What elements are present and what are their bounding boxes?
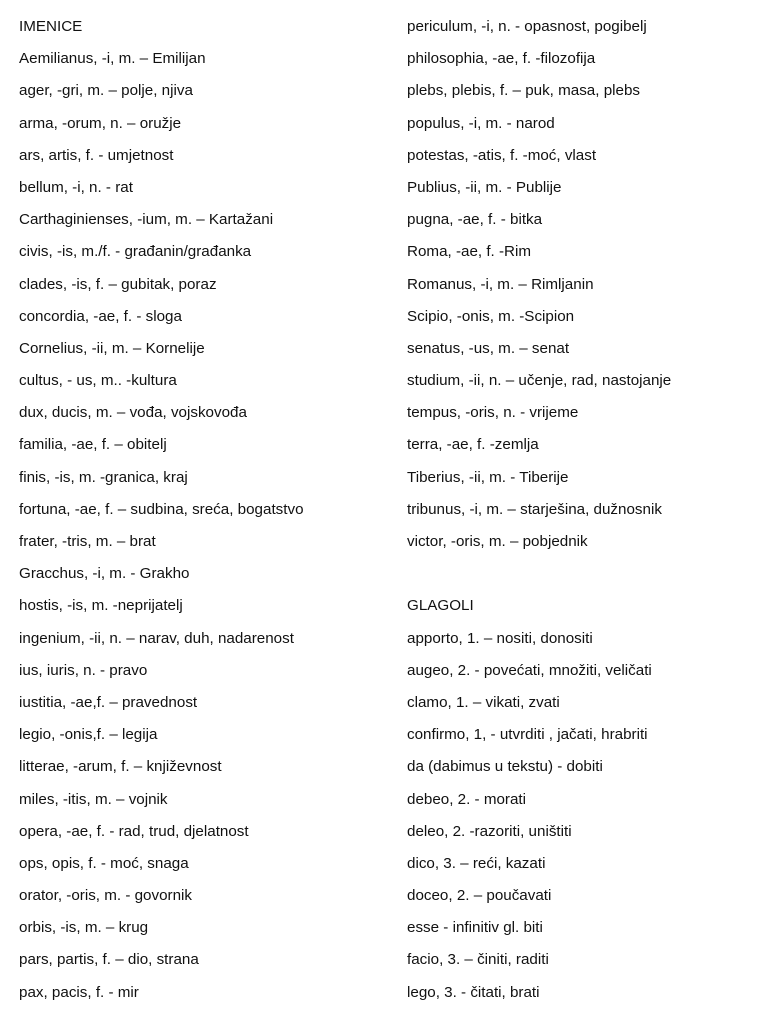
noun-entry: senatus, -us, m. – senat	[407, 339, 570, 357]
noun-entry: ager, -gri, m. – polje, njiva	[19, 82, 193, 100]
noun-entry: pars, partis, f. – dio, strana	[19, 951, 199, 969]
blank-line	[407, 561, 762, 593]
noun-entry: cultus, - us, m.. -kultura	[19, 372, 177, 390]
noun-entry: tribunus, -i, m. – starješina, dužnosnik	[407, 500, 662, 518]
verb-entry: apporto, 1. – nositi, donositi	[407, 629, 593, 647]
verb-entry: dico, 3. – reći, kazati	[407, 854, 546, 872]
noun-entry: arma, -orum, n. – oružje	[19, 114, 182, 132]
noun-entry: potestas, -atis, f. -moć, vlast	[407, 146, 597, 164]
verb-entry: augeo, 2. - povećati, množiti, veličati	[407, 661, 652, 679]
noun-entry: tempus, -oris, n. - vrijeme	[407, 404, 579, 422]
noun-entry: terra, -ae, f. -zemlja	[407, 436, 539, 454]
noun-entry: plebs, plebis, f. – puk, masa, plebs	[407, 82, 641, 100]
verbs-heading: GLAGOLI	[407, 597, 474, 615]
verb-entry: doceo, 2. – poučavati	[407, 887, 552, 905]
verb-entry: lego, 3. - čitati, brati	[407, 983, 540, 1001]
verb-entry: esse - infinitiv gl. biti	[407, 919, 543, 937]
noun-entry: Tiberius, -ii, m. - Tiberije	[407, 468, 569, 486]
noun-entry: Carthaginienses, -ium, m. – Kartažani	[19, 211, 274, 229]
noun-entry: Romanus, -i, m. – Rimljanin	[407, 275, 594, 293]
noun-entry: opera, -ae, f. - rad, trud, djelatnost	[19, 822, 249, 840]
verb-entry: facio, 3. – činiti, raditi	[407, 951, 549, 969]
noun-entry: hostis, -is, m. -neprijatelj	[19, 597, 183, 615]
noun-entry: clades, -is, f. – gubitak, poraz	[19, 275, 217, 293]
noun-entry: pax, pacis, f. - mir	[19, 983, 139, 1001]
noun-entry: iustitia, -ae,f. – pravednost	[19, 693, 198, 711]
noun-entry: frater, -tris, m. – brat	[19, 533, 156, 550]
noun-entry: ius, iuris, n. - pravo	[19, 661, 148, 679]
verb-entry: debeo, 2. - morati	[407, 790, 527, 808]
noun-entry: Gracchus, -i, m. - Grakho	[19, 565, 190, 583]
noun-entry: victor, -oris, m. – pobjednik	[407, 533, 588, 550]
noun-entry: pugna, -ae, f. - bitka	[407, 211, 543, 229]
verb-entry: deleo, 2. -razoriti, uništiti	[407, 822, 572, 840]
verb-entry: da (dabimus u tekstu) - dobiti	[407, 758, 603, 776]
noun-entry: miles, -itis, m. – vojnik	[19, 790, 168, 808]
noun-entry: litterae, -arum, f. – književnost	[19, 758, 222, 776]
noun-entry: ops, opis, f. - moć, snaga	[19, 854, 189, 872]
noun-entry: periculum, -i, n. - opasnost, pogibelj	[407, 18, 647, 35]
noun-entry: ars, artis, f. - umjetnost	[19, 146, 174, 164]
noun-entry: legio, -onis,f. – legija	[19, 726, 158, 744]
noun-entry: populus, -i, m. - narod	[407, 114, 555, 132]
noun-entry: Aemilianus, -i, m. – Emilijan	[19, 50, 206, 68]
noun-entry: familia, -ae, f. – obitelj	[19, 436, 167, 454]
nouns-heading: IMENICE	[19, 18, 83, 35]
left-column	[19, 14, 389, 1012]
noun-entry: philosophia, -ae, f. -filozofija	[407, 50, 596, 68]
noun-entry: orbis, -is, m. – krug	[19, 919, 149, 937]
noun-entry: Scipio, -onis, m. -Scipion	[407, 307, 575, 325]
noun-entry: Roma, -ae, f. -Rim	[407, 243, 532, 261]
verb-entry: clamo, 1. – vikati, zvati	[407, 693, 560, 711]
noun-entry: fortuna, -ae, f. – sudbina, sreća, bogatstvo	[19, 500, 304, 518]
verb-entry: confirmo, 1, - utvrditi , jačati, hrabriti	[407, 726, 648, 744]
noun-entry: orator, -oris, m. - govornik	[19, 887, 193, 905]
noun-entry: civis, -is, m./f. - građanin/građanka	[19, 243, 252, 261]
noun-entry: bellum, -i, n. - rat	[19, 178, 133, 196]
noun-entry: finis, -is, m. -granica, kraj	[19, 468, 188, 486]
noun-entry: concordia, -ae, f. - sloga	[19, 307, 182, 325]
noun-entry: Publius, -ii, m. - Publije	[407, 178, 562, 196]
noun-entry: Cornelius, -ii, m. – Kornelije	[19, 339, 205, 357]
noun-entry: ingenium, -ii, n. – narav, duh, nadarenost	[19, 629, 294, 647]
right-column	[407, 14, 762, 1012]
noun-entry: dux, ducis, m. – vođa, vojskovođa	[19, 404, 247, 422]
noun-entry: studium, -ii, n. – učenje, rad, nastojanje	[407, 372, 672, 390]
